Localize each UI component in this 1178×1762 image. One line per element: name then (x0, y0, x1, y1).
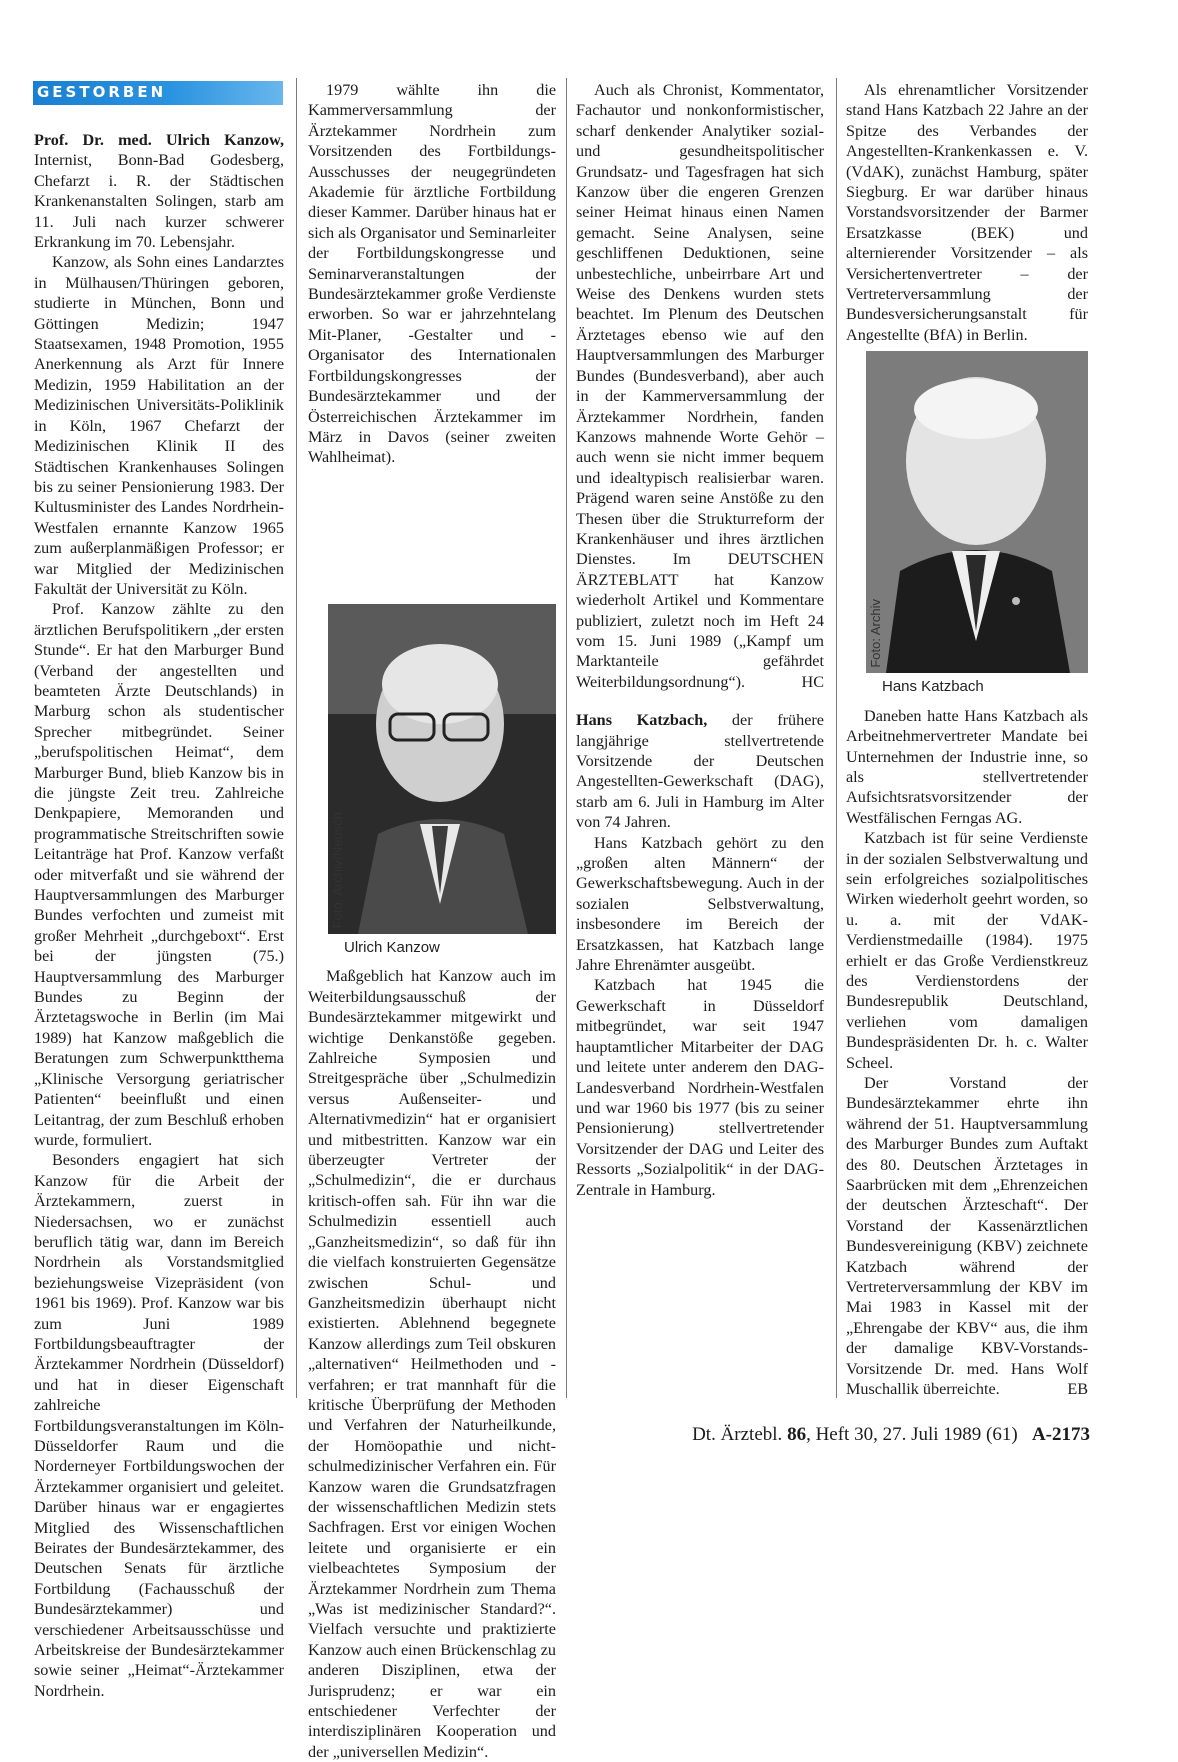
section-label: GESTORBEN (37, 83, 167, 101)
katzbach-figure (846, 351, 1088, 697)
footer-page-number: A-2173 (1031, 1424, 1090, 1445)
katzbach-name: Hans Katzbach, (576, 711, 708, 730)
column-2 (308, 80, 556, 1761)
katzbach-paragraph-1: Hans Katzbach gehört zu den „großen alten Männern“ der Gewerkschaftsbewegung. Auch in der sozialen Selbstverwaltung, insbesondere im Bereich der Ersatzkassen, hat Katzbach lange Jahre Ehrenämter ausgeübt. (576, 833, 824, 975)
kanzow-name: Prof. Dr. med. Ulrich Kanzow, (34, 131, 284, 149)
column-4 (846, 80, 1088, 1399)
column-divider (566, 78, 567, 1398)
katzbach-intro (576, 710, 824, 832)
katzbach-intro-text: der frühere langjährige stellvertretende Vorsitzende der Deutschen Angestellten-Gewerkschaft (DAG), starb am 6. Juli in Hamburg im Alter von 74 Jahren. (576, 711, 824, 832)
katzbach-photo (866, 351, 1088, 673)
kanzow-paragraph-2: Prof. Kanzow zählte zu den ärztlichen Berufspolitikern „der ersten Stunde“. Er hat den Marburger Bund (Verband der angestellten und beamteten Ärzte Deutschlands) in Marburg schon als studentischer Sprecher mitbegründet. Seiner „berufspolitischen Heimat“, dem Marburger Bund, blieb Kanzow bis in die jüngste Zeit treu. Zahlreiche Denkpapiere, Memoranden und programmatische Streitschriften sowie Leitanträge hat Prof. Kanzow verfaßt oder mitverfaßt und sie während der Hauptversammlungen des Marburger Bundes verfochten und zumeist mit großer Mehrheit „durchgeboxt“. Erst bei der jüngsten (75.) Hauptversammlung des Marburger Bundes zu Beginn der Ärztetagswoche in Berlin (im Mai 1989) hat Kanzow maßgeblich die Beratungen zum Schwerpunktthema „Klinische Versorgung geriatrischer Patienten“ beeinflußt und einen Leitantrag, der zum Beschluß erhoben wurde, formuliert. (34, 600, 284, 1149)
spacer (576, 692, 824, 710)
katzbach-signature: EB (1067, 1380, 1088, 1399)
page-footer (692, 1424, 1090, 1446)
column-1 (34, 80, 284, 1700)
kanzow-paragraph-4: 1979 wählte ihn die Kammerversammlung der Ärztekammer Nordrhein zum Vorsitzenden des Fortbildungs-Ausschusses der neugegründeten Akademie für ärztliche Fortbildung dieser Kammer. Darüber hinaus hat er sich als Organisator und Seminarleiter der Fortbildungskongresse und Seminarveranstaltungen der Bundesärztekammer große Verdienste erworben. So war er jahrzehntelang Mit-Planer, -Gestalter und -Organisator des Internationalen Fortbildungskongresses der Bundesärztekammer und der Österreichischen Ärztekammer im März in Davos (seiner zweiten Wahlheimat). (308, 81, 556, 467)
katzbach-photo-credit: Foto: Archiv (868, 598, 883, 668)
katzbach-paragraph-5: Katzbach ist für seine Verdienste in der sozialen Selbstverwaltung und sein erfolgreiches sozialpolitisches Wirken wiederholt geehrt worden, so u. a. mit der VdAK-Verdienstmedaille (1984). 1975 erhielt er das Große Verdienstkreuz des Verdienstordens der Bundesrepublik Deutschland, verliehen vom damaligen Bundespräsidenten Dr. h. c. Walter Scheel. (846, 829, 1088, 1072)
katzbach-paragraph-2: Katzbach hat 1945 die Gewerkschaft in Düsseldorf mitbegründet, war seit 1947 hauptamtlicher Mitarbeiter der DAG und leitete unter anderem den DAG-Landesverband Nordrhein-Westfalen und war 1960 bis 1977 (bis zu seiner Pensionierung) stellvertretender Vorsitzender der DAG und Leiter des Ressorts „Sozialpolitik“ in der DAG-Zentrale in Hamburg. (576, 976, 824, 1199)
kanzow-photo-credit: Foto: Archiv/Neusch (330, 811, 345, 928)
katzbach-paragraph-3: Als ehrenamtlicher Vorsitzender stand Hans Katzbach 22 Jahre an der Spitze des Verbandes der Angestellten-Krankenkassen e. V. (VdAK), zunächst Hamburg, später Siegburg. Er war darüber hinaus Vorstandsvorsitzender der Barmer Ersatzkasse (BEK) und alternierender Vorsitzender – als Versichertenvertreter – der Vertreterversammlung der Bundesversicherungsanstalt für Angestellte (BfA) in Berlin. (846, 81, 1088, 344)
kanzow-signature: HC (801, 672, 824, 691)
katzbach-paragraph-4: Daneben hatte Hans Katzbach als Arbeitnehmervertreter Mandate bei Unternehmen der Industrie inne, so als stellvertretender Aufsichtsratsvorsitzender der Westfälischen Ferngas AG. (846, 706, 1088, 827)
column-3 (576, 80, 824, 1380)
kanzow-photo (328, 604, 556, 934)
footer-volume: 86 (787, 1424, 807, 1445)
footer-journal: Dt. Ärztebl. (692, 1424, 783, 1445)
kanzow-figure (308, 604, 556, 958)
katzbach-photo-caption: Hans Katzbach (882, 678, 984, 696)
kanzow-paragraph-5: Maßgeblich hat Kanzow auch im Weiterbildungsausschuß der Bundesärztekammer mitgewirkt und wichtige Denkanstöße gegeben. Zahlreiche Symposien und Streitgespräche über „Schulmedizin versus Außenseiter- und Alternativmedizin“ hat er organisiert und mitbestritten. Kanzow war ein überzeugter Vertreter der „Schulmedizin“, die er durchaus kritisch-offen sah. Für ihn war die Schulmedizin essentiell auch „Ganzheitsmedizin“, so daß für ihn die vielfach konstruierten Gegensätze zwischen Schul- und Ganzheitsmedizin überhaupt nicht existierten. Ablehnend begegnete Kanzow allerdings zum Teil obskuren „alternativen“ Heilmethoden und -verfahren; er trat mannhaft für die kritische Überprüfung der Methoden und Verfahren der Naturheilkunde, der Homöopathie und nicht-schulmedizinischer Verfahren ein. Für Kanzow waren die Grundsatzfragen der wissenschaftlichen Medizin stets Sachfragen. Erst vor einigen Wochen leitete und organisierte er ein vielbeachtetes Symposium der Ärztekammer Nordrhein zum Thema „Was ist medizinischer Standard?“. Vielfach versuchte und praktizierte Kanzow auch einen Brückenschlag zu anderen Disziplinen, etwa der Jurisprudenz; er war ein entschiedener Verfechter der interdisziplinären Kooperation und der „universellen Medizin“. (308, 967, 556, 1761)
footer-issue-date: , Heft 30, 27. Juli 1989 (61) (806, 1424, 1018, 1445)
kanzow-paragraph-6 (576, 80, 824, 692)
katzbach-paragraph-6-text: Der Vorstand der Bundesärztekammer ehrte ihn während der 51. Hauptversammlung des Marburger Bundes zum Auftakt des 80. Deutschen Ärztetages in Saarbrücken mit dem „Ehrenzeichen der deutschen Ärzteschaft“. Der Vorstand der Kassenärztlichen Bundesvereinigung (KBV) zeichnete Katzbach während der Vertreterversammlung der KBV im Mai 1983 in Kassel mit der „Ehrengabe der KBV“ aus, die ihm der damalige KBV-Vorstands-Vorsitzende Dr. med. Hans Wolf Muschallik überreichte. (846, 1074, 1088, 1399)
column-divider (296, 78, 297, 1398)
kanzow-paragraph-6-text: Auch als Chronist, Kommentator, Fachautor und nonkonformistischer, scharf denkender Analytiker sozial- und gesundheitspolitischer Grundsatz- und Tagesfragen hat sich Kanzow über die engeren Grenzen seiner Heimat hinaus einen Namen gemacht. Seine Analysen, seine geschliffenen Deduktionen, seine unbestechliche, unbeirrbare Art und Weise des Denkens wurden stets beachtet. Im Plenum des Deutschen Ärztetages ebenso wie auf den Hauptversammlungen des Marburger Bundes (Bundesverband), aber auch in der Kammerversammlung der Ärztekammer Nordrhein, fanden Kanzows mahnende Worte Gehör – auch wenn sie nicht immer bequem und idealtypisch realisierbar waren. Prägend waren seine Anstöße zu den Thesen über die Strukturreform der Krankenhäuser und ihres ärztlichen Dienstes. Im DEUTSCHEN ÄRZTEBLATT hat Kanzow wiederholt Artikel und Kommentare publiziert, zuletzt noch im Heft 24 vom 15. Juni 1989 („Kampf um Marktanteile gefährdet Weiterbildungsordnung“). (576, 81, 824, 691)
column-divider (836, 78, 837, 1398)
kanzow-paragraph-1: Kanzow, als Sohn eines Landarztes in Mülhausen/Thüringen geboren, studierte in München, Bonn und Göttingen Medizin; 1947 Staatsexamen, 1948 Promotion, 1955 Anerkennung als Arzt für Innere Medizin, 1959 Habilitation an der Medizinischen Universitäts-Poliklinik in Köln, 1967 Chefarzt der Medizinischen Klinik II des Städtischen Krankenhauses Solingen bis zu seiner Pensionierung 1983. Der Kultusminister des Landes Nordrhein-Westfalen ernannte Kanzow 1965 zum außerplanmäßigen Professor; er war Mitglied der Medizinischen Fakultät der Universität zu Köln. (34, 253, 284, 598)
katzbach-paragraph-6 (846, 1073, 1088, 1400)
kanzow-intro (34, 130, 284, 252)
kanzow-photo-caption: Ulrich Kanzow (344, 939, 440, 956)
kanzow-paragraph-3: Besonders engagiert hat sich Kanzow für die Arbeit der Ärztekammern, zuerst in Niedersachsen, wo er zunächst beruflich tätig war, dann im Bereich Nordrhein als Vorstandsmitglied beziehungsweise Vizepräsident (von 1961 bis 1969). Prof. Kanzow war bis zum Juni 1989 Fortbildungsbeauftragter der Ärztekammer Nordrhein (Düsseldorf) und hat in dieser Eigenschaft zahlreiche Fortbildungsveranstaltungen im Köln-Düsseldorfer Raum und die Norderneyer Fortbildungswochen der Ärztekammer organisiert und geleitet. Darüber hinaus war er engagiertes Mitglied des Wissenschaftlichen Beirates der Bundesärztekammer, des Deutschen Senats für ärztliche Fortbildung (Fachausschuß der Bundesärztekammer) und verschiedener Arbeitsausschüsse und Arbeitskreise der Bundesärztekammer sowie seiner „Heimat“-Ärztekammer Nordrhein. (34, 1151, 284, 1700)
kanzow-intro-text: Internist, Bonn-Bad Godesberg, Chefarzt i. R. der Städtischen Krankenanstalten Solingen, starb am 11. Juli nach kurzer schwerer Erkrankung im 70. Lebensjahr. (34, 151, 284, 252)
